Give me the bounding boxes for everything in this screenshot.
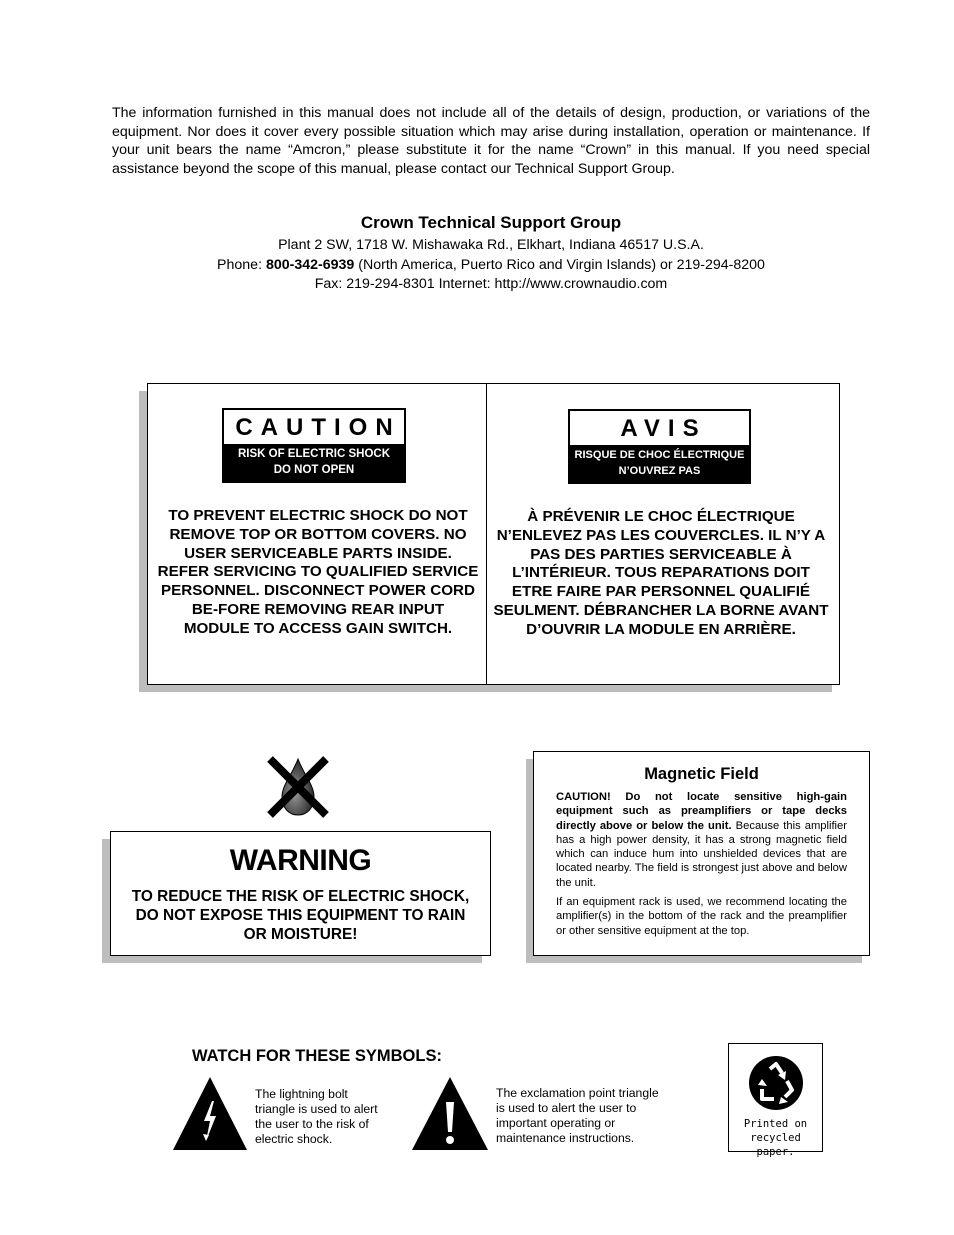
magnetic-paragraph-1 bbox=[556, 790, 847, 890]
lightning-description: The lightning bolt triangle is used to alert the user to the risk of electric shock. bbox=[255, 1087, 378, 1146]
magnetic-title: Magnetic Field bbox=[644, 765, 759, 783]
intro-paragraph: The information furnished in this manual does not include all of the details of design, production, or variations of the equipment. Nor does it cover every possible situation which may arise during installation, operation or maintenance. If your unit bears the name “Amcron,” please substitute it for the name “Crown” in this manual. If you need special assistance beyond the scope of this manual, please contact our Technical Support Group. bbox=[112, 105, 870, 178]
warning-box bbox=[110, 831, 491, 956]
caution-band bbox=[224, 444, 404, 481]
support-phone bbox=[112, 256, 870, 276]
warning-text: TO REDUCE THE RISK OF ELECTRIC SHOCK, DO NOT EXPOSE THIS EQUIPMENT TO RAIN OR MOISTURE! bbox=[131, 888, 470, 943]
support-title: Crown Technical Support Group bbox=[360, 213, 622, 232]
avis-label bbox=[568, 409, 751, 484]
panel-divider bbox=[486, 384, 487, 684]
phone-prefix: Phone: bbox=[217, 256, 266, 273]
symbols-heading: WATCH FOR THESE SYMBOLS: bbox=[192, 1047, 442, 1065]
exclamation-triangle-icon bbox=[410, 1074, 490, 1152]
exclamation-description: The exclamation point triangle is used to alert the user to important operating or maintenance instructions. bbox=[496, 1086, 659, 1145]
recycle-icon bbox=[748, 1055, 804, 1111]
support-block bbox=[112, 212, 870, 295]
recycle-line1: Printed on bbox=[743, 1118, 808, 1130]
magnetic-paragraph-2: If an equipment rack is used, we recommend locating the amplifier(s) in the bottom of the rack and the preamplifier or other sensitive equipment at the top. bbox=[556, 896, 847, 937]
avis-band bbox=[570, 445, 749, 482]
warning-title: WARNING bbox=[229, 844, 372, 877]
avis-band-line1: RISQUE DE CHOC ÉLECTRIQUE bbox=[574, 449, 745, 461]
caution-band-line2: DO NOT OPEN bbox=[273, 463, 355, 476]
avis-title: AVIS bbox=[620, 415, 707, 442]
recycled-paper-text bbox=[729, 1117, 822, 1159]
phone-suffix: (North America, Puerto Rico and Virgin Islands) or 219-294-8200 bbox=[354, 256, 765, 273]
lightning-triangle-icon bbox=[171, 1074, 249, 1152]
avis-band-line2: N’OUVREZ PAS bbox=[618, 464, 701, 477]
magnetic-caution-bold: CAUTION! Do not locate sensitive high-gain equipment such as preamplifiers or tape decks directly above or below the unit. bbox=[556, 791, 847, 832]
caution-label bbox=[222, 408, 406, 483]
phone-number: 800-342-6939 bbox=[265, 256, 355, 273]
caution-text: TO PREVENT ELECTRIC SHOCK DO NOT REMOVE TOP OR BOTTOM COVERS. NO USER SERVICEABLE PARTS INSIDE. REFER SERVICING TO QUALIFIED SERVICE PERSONNEL. DISCONNECT POWER CORD BE-FORE REMOVING REAR INPUT MODULE TO ACCESS GAIN SWITCH. bbox=[157, 507, 479, 637]
magnetic-caution-normal: Because this amplifier has a high power density, it has a strong magnetic field which can induce hum into unshielded devices that are located nearby. The field is strongest just above and below the unit. bbox=[556, 819, 847, 889]
caution-band-line1: RISK OF ELECTRIC SHOCK bbox=[237, 448, 391, 460]
magnetic-field-box bbox=[533, 751, 870, 956]
water-drop-crossed-icon bbox=[264, 753, 332, 821]
avis-text: À PRÉVENIR LE CHOC ÉLECTRIQUE N’ENLEVEZ PAS LES COUVERCLES. IL N’Y A PAS DES PARTIES SERVICEABLE À L’INTÉRIEUR. TOUS REPARATIONS DOIT ETRE FAIRE PAR PERSONNEL QUALIFIÉ SEULMENT. DÉBRANCHER LA BORNE AVANT D’OUVRIR LA MODULE EN ARRIÈRE. bbox=[493, 508, 829, 638]
support-address: Plant 2 SW, 1718 W. Mishawaka Rd., Elkhart, Indiana 46517 U.S.A. bbox=[278, 237, 704, 253]
caution-title: CAUTION bbox=[235, 414, 401, 441]
recycled-paper-box bbox=[728, 1043, 823, 1158]
recycle-line2: recycled paper. bbox=[750, 1132, 801, 1158]
support-fax-internet: Fax: 219-294-8301 Internet: http://www.crownaudio.com bbox=[314, 276, 668, 292]
